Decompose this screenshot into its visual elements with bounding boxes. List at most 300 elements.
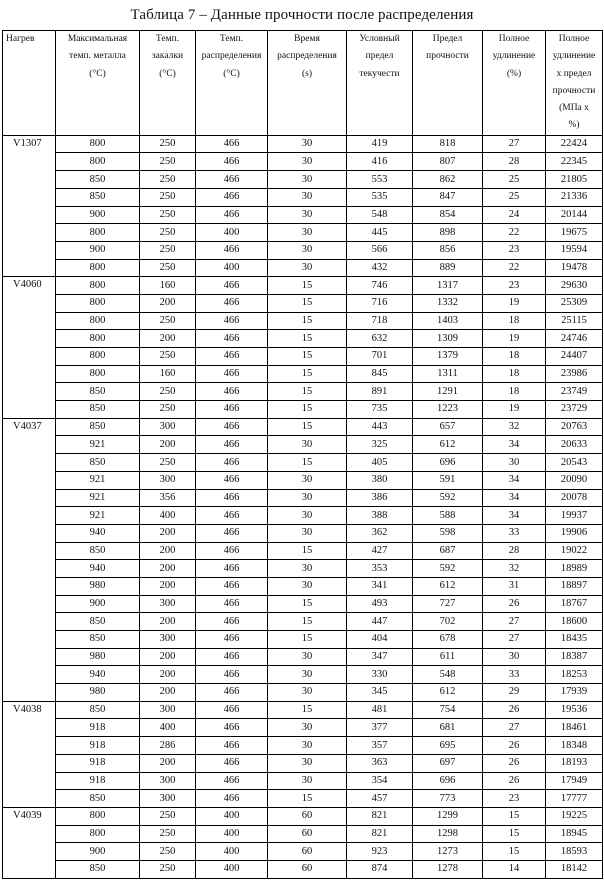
table-cell: 405 [347,454,413,472]
header-row [3,31,603,136]
table-row [3,542,603,560]
table-cell: 466 [196,206,268,224]
table-cell: 493 [347,595,413,613]
table-cell: 18348 [546,737,603,755]
table-cell: 466 [196,560,268,578]
table-cell: 457 [347,790,413,808]
table-cell: 30 [268,719,347,737]
table-cell: 30 [268,188,347,206]
table-cell: 362 [347,524,413,542]
table-row [3,719,603,737]
table-cell: 22 [483,259,546,277]
table-cell: 400 [196,259,268,277]
table-cell: 466 [196,241,268,259]
header-line: Полное [499,34,529,44]
table-cell: 466 [196,330,268,348]
table-cell: 432 [347,259,413,277]
table-cell: 1379 [413,348,483,366]
table-cell: 466 [196,701,268,719]
table-cell: 466 [196,790,268,808]
table-cell: 386 [347,489,413,507]
table-cell: 850 [56,701,140,719]
table-cell: 19022 [546,542,603,560]
table-cell: 889 [413,259,483,277]
table-cell: 30 [268,666,347,684]
table-row [3,631,603,649]
table-cell: 18 [483,348,546,366]
table-cell: 611 [413,648,483,666]
table-cell: 60 [268,807,347,825]
table-cell: 250 [140,259,196,277]
table-cell: 25 [483,188,546,206]
table-cell: 200 [140,294,196,312]
table-cell: 200 [140,684,196,702]
table-cell: 30 [268,471,347,489]
table-cell: 300 [140,418,196,436]
table-row [3,153,603,171]
table-cell: 22 [483,224,546,242]
table-cell: 353 [347,560,413,578]
table-cell: 20633 [546,436,603,454]
heat-group-label: V4060 [3,277,56,419]
table-cell: 900 [56,241,140,259]
table-cell: 900 [56,206,140,224]
table-cell: 702 [413,613,483,631]
table-cell: 427 [347,542,413,560]
table-cell: 17949 [546,772,603,790]
table-cell: 1317 [413,277,483,295]
table-cell: 20090 [546,471,603,489]
table-cell: 800 [56,825,140,843]
table-cell: 535 [347,188,413,206]
table-cell: 34 [483,489,546,507]
table-row [3,684,603,702]
header-line: предел [366,51,394,61]
header-line: x предел [557,69,592,79]
table-cell: 800 [56,224,140,242]
table-cell: 918 [56,737,140,755]
column-header [483,31,546,136]
table-row [3,772,603,790]
table-row [3,418,603,436]
table-cell: 918 [56,772,140,790]
table-cell: 377 [347,719,413,737]
table-row [3,206,603,224]
table-cell: 466 [196,772,268,790]
table-cell: 850 [56,188,140,206]
column-header [347,31,413,136]
table-cell: 21336 [546,188,603,206]
table-cell: 466 [196,666,268,684]
table-cell: 15 [268,330,347,348]
table-cell: 696 [413,454,483,472]
table-cell: 250 [140,843,196,861]
table-row [3,613,603,631]
table-cell: 400 [140,507,196,525]
table-cell: 19478 [546,259,603,277]
table-cell: 15 [268,418,347,436]
header-line: Предел [433,34,463,44]
table-cell: 15 [268,613,347,631]
table-cell: 466 [196,719,268,737]
table-cell: 850 [56,454,140,472]
table-cell: 18989 [546,560,603,578]
table-row [3,737,603,755]
table-cell: 33 [483,524,546,542]
table-cell: 466 [196,436,268,454]
header-line: Время [294,34,320,44]
table-cell: 200 [140,524,196,542]
table-cell: 718 [347,312,413,330]
table-cell: 854 [413,206,483,224]
table-cell: 850 [56,171,140,189]
header-line: распределения [277,51,337,61]
table-cell: 466 [196,754,268,772]
table-cell: 354 [347,772,413,790]
table-cell: 27 [483,613,546,631]
column-header [546,31,603,136]
table-row [3,401,603,419]
table-cell: 20763 [546,418,603,436]
header-line: Максимальная [68,34,127,44]
table-cell: 735 [347,401,413,419]
table-cell: 695 [413,737,483,755]
table-cell: 30 [268,560,347,578]
table-cell: 553 [347,171,413,189]
table-cell: 300 [140,772,196,790]
table-cell: 200 [140,648,196,666]
table-cell: 19594 [546,241,603,259]
table-cell: 874 [347,860,413,878]
table-cell: 18 [483,383,546,401]
table-cell: 250 [140,807,196,825]
header-line: прочности [426,51,469,61]
table-cell: 357 [347,737,413,755]
table-cell: 18387 [546,648,603,666]
table-cell: 27 [483,719,546,737]
table-cell: 466 [196,312,268,330]
table-cell: 466 [196,613,268,631]
header-line: удлинение [493,51,536,61]
heat-group-label: V4038 [3,701,56,807]
table-cell: 250 [140,348,196,366]
table-cell: 23986 [546,365,603,383]
table-cell: 30 [268,684,347,702]
header-line: удлинение [553,51,596,61]
table-cell: 898 [413,224,483,242]
table-cell: 598 [413,524,483,542]
table-cell: 800 [56,153,140,171]
table-cell: 18142 [546,860,603,878]
table-cell: 30 [268,224,347,242]
table-cell: 25309 [546,294,603,312]
table-row [3,454,603,472]
table-cell: 466 [196,595,268,613]
table-cell: 24746 [546,330,603,348]
table-cell: 30 [268,153,347,171]
table-cell: 18435 [546,631,603,649]
table-cell: 19 [483,401,546,419]
table-cell: 800 [56,135,140,153]
table-cell: 850 [56,790,140,808]
table-cell: 466 [196,348,268,366]
table-cell: 19675 [546,224,603,242]
table-cell: 200 [140,754,196,772]
table-cell: 850 [56,383,140,401]
table-cell: 15 [268,701,347,719]
table-cell: 200 [140,330,196,348]
table-cell: 30 [268,436,347,454]
table-cell: 18593 [546,843,603,861]
table-cell: 200 [140,613,196,631]
table-cell: 30 [268,772,347,790]
table-cell: 19 [483,294,546,312]
table-cell: 347 [347,648,413,666]
table-cell: 60 [268,860,347,878]
table-cell: 1403 [413,312,483,330]
table-cell: 466 [196,277,268,295]
table-cell: 21805 [546,171,603,189]
table-cell: 921 [56,507,140,525]
table-cell: 15 [268,348,347,366]
table-cell: 33 [483,666,546,684]
table-cell: 807 [413,153,483,171]
table-cell: 20543 [546,454,603,472]
header-line: Полное [559,34,589,44]
table-cell: 15 [483,807,546,825]
header-line: (s) [302,69,312,79]
table-cell: 773 [413,790,483,808]
table-cell: 300 [140,471,196,489]
table-cell: 612 [413,684,483,702]
table-cell: 26 [483,737,546,755]
table-row [3,860,603,878]
table-cell: 23729 [546,401,603,419]
table-cell: 160 [140,365,196,383]
table-cell: 17939 [546,684,603,702]
table-cell: 466 [196,418,268,436]
table-cell: 481 [347,701,413,719]
table-cell: 29630 [546,277,603,295]
header-line: (МПа x [559,103,589,113]
table-cell: 25 [483,171,546,189]
table-cell: 388 [347,507,413,525]
table-cell: 200 [140,560,196,578]
table-row [3,436,603,454]
table-row [3,577,603,595]
table-row [3,348,603,366]
table-cell: 15 [268,277,347,295]
table-cell: 443 [347,418,413,436]
column-header [196,31,268,136]
table-cell: 26 [483,754,546,772]
table-cell: 19906 [546,524,603,542]
table-cell: 800 [56,348,140,366]
table-cell: 850 [56,401,140,419]
table-cell: 18 [483,312,546,330]
table-row [3,365,603,383]
table-cell: 23 [483,241,546,259]
table-cell: 1298 [413,825,483,843]
column-header [413,31,483,136]
table-cell: 1278 [413,860,483,878]
table-cell: 681 [413,719,483,737]
table-cell: 30 [268,648,347,666]
table-cell: 18193 [546,754,603,772]
table-cell: 22424 [546,135,603,153]
table-cell: 821 [347,807,413,825]
table-cell: 250 [140,135,196,153]
table-cell: 60 [268,843,347,861]
table-cell: 466 [196,737,268,755]
table-cell: 400 [196,860,268,878]
table-cell: 24407 [546,348,603,366]
table-cell: 921 [56,489,140,507]
table-cell: 15 [483,825,546,843]
table-cell: 592 [413,560,483,578]
table-cell: 23 [483,277,546,295]
table-cell: 325 [347,436,413,454]
table-row [3,754,603,772]
table-cell: 445 [347,224,413,242]
table-cell: 32 [483,560,546,578]
table-cell: 15 [268,790,347,808]
table-cell: 800 [56,330,140,348]
table-cell: 250 [140,860,196,878]
table-cell: 466 [196,383,268,401]
table-cell: 60 [268,825,347,843]
table-cell: 15 [268,383,347,401]
table-cell: 466 [196,454,268,472]
table-cell: 286 [140,737,196,755]
table-cell: 26 [483,701,546,719]
table-cell: 746 [347,277,413,295]
table-cell: 588 [413,507,483,525]
table-cell: 918 [56,719,140,737]
table-cell: 466 [196,577,268,595]
table-cell: 548 [347,206,413,224]
table-cell: 918 [56,754,140,772]
table-cell: 17777 [546,790,603,808]
table-cell: 19 [483,330,546,348]
table-cell: 30 [268,206,347,224]
header-line: Темп. [156,34,179,44]
table-cell: 28 [483,542,546,560]
header-line: прочности [553,86,596,96]
table-cell: 891 [347,383,413,401]
table-cell: 856 [413,241,483,259]
table-cell: 466 [196,135,268,153]
table-cell: 30 [268,577,347,595]
table-cell: 18600 [546,613,603,631]
table-cell: 800 [56,365,140,383]
table-cell: 250 [140,454,196,472]
table-cell: 800 [56,294,140,312]
table-cell: 250 [140,383,196,401]
table-cell: 34 [483,507,546,525]
table-row [3,648,603,666]
table-cell: 250 [140,241,196,259]
table-cell: 300 [140,701,196,719]
header-line: закалки [152,51,183,61]
column-header [56,31,140,136]
table-cell: 250 [140,188,196,206]
table-row [3,277,603,295]
header-line: распределения [202,51,262,61]
table-cell: 980 [56,648,140,666]
table-cell: 363 [347,754,413,772]
table-cell: 14 [483,860,546,878]
table-cell: 980 [56,684,140,702]
table-cell: 29 [483,684,546,702]
header-line: (°C) [89,69,105,79]
table-cell: 250 [140,153,196,171]
table-row [3,188,603,206]
table-cell: 300 [140,595,196,613]
table-cell: 1299 [413,807,483,825]
table-row [3,135,603,153]
table-cell: 345 [347,684,413,702]
table-cell: 300 [140,631,196,649]
table-cell: 19536 [546,701,603,719]
table-cell: 900 [56,595,140,613]
table-row [3,701,603,719]
table-cell: 800 [56,807,140,825]
table-cell: 15 [268,542,347,560]
table-cell: 466 [196,401,268,419]
table-cell: 847 [413,188,483,206]
table-cell: 18461 [546,719,603,737]
table-cell: 466 [196,684,268,702]
table-cell: 940 [56,524,140,542]
table-cell: 28 [483,153,546,171]
table-cell: 980 [56,577,140,595]
table-cell: 687 [413,542,483,560]
table-cell: 30 [268,737,347,755]
table-row [3,294,603,312]
table-cell: 32 [483,418,546,436]
table-row [3,790,603,808]
table-cell: 850 [56,418,140,436]
table-cell: 466 [196,471,268,489]
table-cell: 632 [347,330,413,348]
table-cell: 26 [483,772,546,790]
table-cell: 200 [140,577,196,595]
table-cell: 18253 [546,666,603,684]
table-cell: 466 [196,507,268,525]
table-cell: 18767 [546,595,603,613]
table-cell: 466 [196,171,268,189]
table-cell: 800 [56,259,140,277]
table-cell: 754 [413,701,483,719]
column-header [140,31,196,136]
table-cell: 30 [268,507,347,525]
table-cell: 400 [196,807,268,825]
table-cell: 30 [268,524,347,542]
table-cell: 250 [140,206,196,224]
table-cell: 701 [347,348,413,366]
table-cell: 20144 [546,206,603,224]
header-line: (°C) [223,69,239,79]
header-line: текучести [359,69,399,79]
table-cell: 612 [413,577,483,595]
table-cell: 466 [196,294,268,312]
table-cell: 20078 [546,489,603,507]
table-cell: 697 [413,754,483,772]
table-caption: Таблица 7 – Данные прочности после распределения [0,0,604,30]
table-cell: 15 [268,294,347,312]
header-line: (°C) [159,69,175,79]
